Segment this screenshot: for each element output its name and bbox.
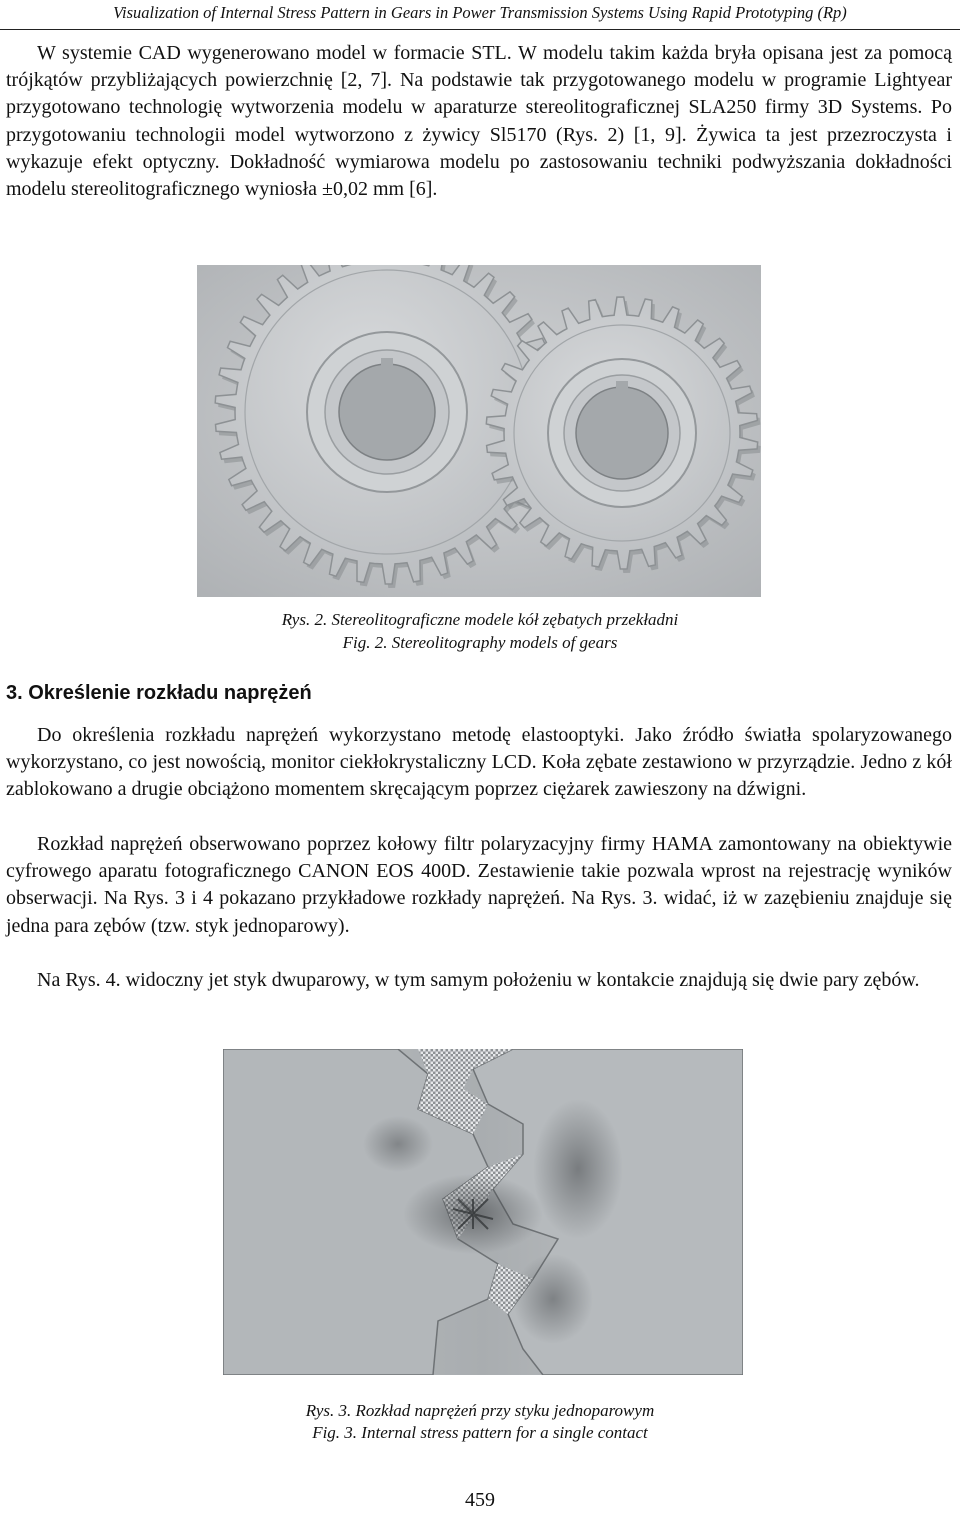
section-heading: 3. Określenie rozkładu naprężeń xyxy=(6,682,312,704)
page-number: 459 xyxy=(465,1489,495,1511)
figure-2-caption-en: Fig. 2. Stereolitography models of gears xyxy=(342,633,618,652)
figure-3-caption-pl: Rys. 3. Rozkład naprężeń przy styku jednoparowym xyxy=(305,1401,655,1420)
figure-2-caption-pl: Rys. 2. Stereolitograficzne modele kół zębatych przekładni xyxy=(281,610,679,629)
running-title: Visualization of Internal Stress Pattern in Gears in Power Transmission Systems Using Rapid Prototyping (Rp) xyxy=(113,3,847,22)
figure-3-caption-en: Fig. 3. Internal stress pattern for a single contact xyxy=(312,1423,648,1442)
figure-3-stress-pattern-photo xyxy=(223,1049,743,1375)
paragraph-two-pair-contact: Na Rys. 4. widoczny jet styk dwuparowy, w tym samym położeniu w kontakcie znajdują się dwie pary zębów. xyxy=(37,969,920,991)
paragraph-stress-observation: Rozkład naprężeń obserwowano poprzez kołowy filtr polaryzacyjny firmy HAMA zamontowany na obiektywie cyfrowego aparatu fotograficznego CANON EOS 400D. Zestawienie takie pozwala wprost na rejestrację wyników obserwacji. Na Rys. 3 i 4 pokazano przykładowe rozkłady naprężeń. Na Rys. 3. widać, iż w zazębieniu znajduje się jedna para zębów (tzw. styk jednoparowy). xyxy=(6,833,952,937)
figure-2-gears-photo xyxy=(197,265,761,597)
running-header xyxy=(0,0,960,30)
paragraph-stl-model: W systemie CAD wygenerowano model w formacie STL. W modelu takim każda bryła opisana jest za pomocą trójkątów przybliżających powierzchnię [2, 7]. Na podstawie tak przygotowanego modelu w programie Lightyear przygotowano technologię wytworzenia modelu w aparaturze stereolitograficznej SLA250 firmy 3D Systems. Po przygotowaniu technologii model wytworzono z żywicy Sl5170 (Rys. 2) [1, 9]. Żywica ta jest przezroczysta i wykazuje efekt optyczny. Dokładność wymiarowa modelu po zastosowaniu techniki podwyższania dokładności modelu stereolitograficznego wyniosła ±0,02 mm [6]. xyxy=(6,42,952,201)
paragraph-photoelasticity: Do określenia rozkładu naprężeń wykorzystano metodę elastooptyki. Jako źródło światła spolaryzowanego wykorzystano, co jest nowością, monitor ciekłokrystaliczny LCD. Koła zębate zestawiono w przyrządzie. Jedno z kół zablokowano a drugie obciążono momentem skręcającym poprzez ciężarek zawieszony na dźwigni. xyxy=(6,724,952,801)
